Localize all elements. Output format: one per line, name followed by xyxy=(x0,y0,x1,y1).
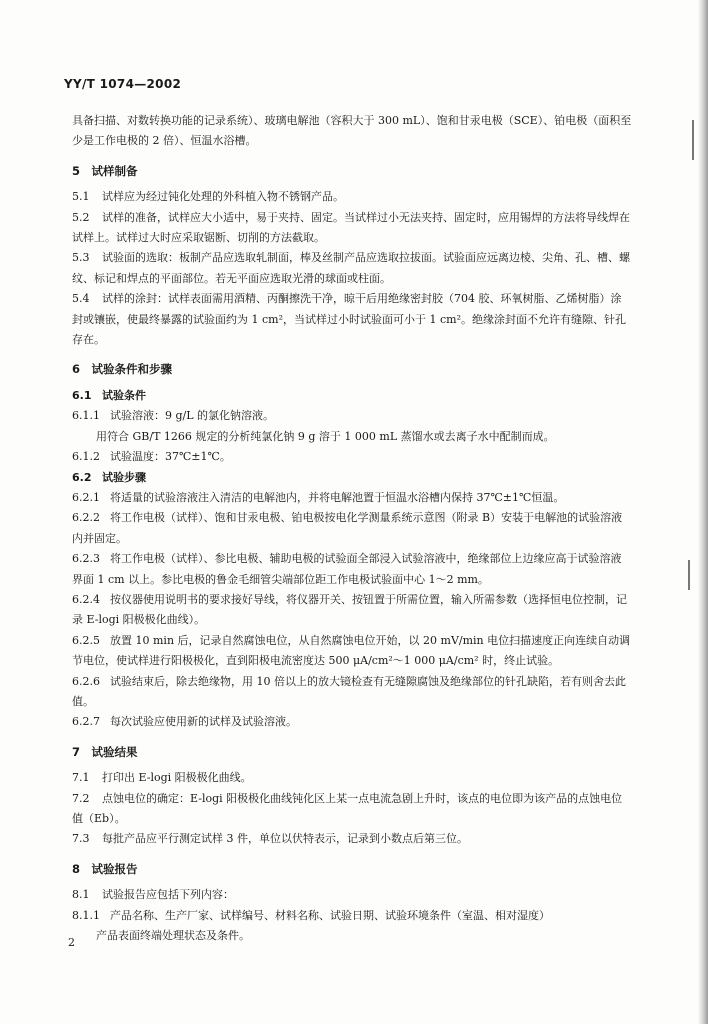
scan-edge-mark xyxy=(692,120,694,160)
subsection-title: 试验条件 xyxy=(102,388,146,402)
document-body xyxy=(72,111,632,946)
clause-number: 6.2 xyxy=(72,470,92,484)
clause-number: 6.1 xyxy=(72,388,92,402)
clause-6-2-5 xyxy=(72,631,632,672)
section-heading-8: 8 试验报告 xyxy=(72,861,138,876)
clause-number: 5.1 xyxy=(72,190,90,204)
clause-number: 8.1 xyxy=(72,888,90,902)
clause-number: 6.2.7 xyxy=(72,715,100,729)
clause-8-1 xyxy=(72,885,632,905)
subsection-6-1 xyxy=(72,386,632,406)
section-heading-7: 7 试验结果 xyxy=(72,744,138,759)
clause-number: 6.1.2 xyxy=(72,450,100,464)
clause-7-3 xyxy=(72,829,632,849)
subsection-6-2 xyxy=(72,468,632,488)
clause-8-1-1 xyxy=(72,906,632,926)
clause-text: 试验报告应包括下列内容： xyxy=(102,888,234,902)
scan-edge-mark xyxy=(688,560,690,590)
clause-text: 试验温度：37℃±1℃。 xyxy=(110,450,231,464)
clause-number: 6.2.3 xyxy=(72,552,100,566)
clause-7-2 xyxy=(72,789,632,830)
standard-code: YY/T 1074—2002 xyxy=(64,77,182,91)
clause-8-1-1-continuation: 产品表面终端处理状态及条件。 xyxy=(96,929,250,943)
clause-number: 6.2.6 xyxy=(72,674,100,688)
clause-text: 按仪器使用说明书的要求接好导线，将仪器开关、按钮置于所需位置，输入所需参数（选择恒电位控制，记录 E-logi 阳极极化曲线）。 xyxy=(72,592,627,627)
clause-5-3 xyxy=(72,248,632,289)
clause-6-1-2 xyxy=(72,447,632,467)
clause-number: 7.3 xyxy=(72,832,90,846)
clause-text: 将工作电极（试样）、参比电极、辅助电极的试验面全部浸入试验溶液中，绝缘部位上边缘应高于试验溶液界面 1 cm 以上。参比电极的鲁金毛细管尖端部位距工作电极试验面中心 1～2 mm。 xyxy=(72,552,622,586)
clause-6-2-1 xyxy=(72,488,632,508)
subsection-title: 试验步骤 xyxy=(102,470,146,484)
clause-text: 将工作电极（试样）、饱和甘汞电极、铂电极按电化学测量系统示意图（附录 B）安装于电解池的试验溶液内并固定。 xyxy=(72,511,623,545)
intro-paragraph: 具备扫描、对数转换功能的记录系统）、玻璃电解池（容积大于 300 mL）、饱和甘汞电极（SCE）、铂电极（面积至少是工作电极的 2 倍）、恒温水浴槽。 xyxy=(72,114,632,148)
clause-text: 点蚀电位的确定：E-logi 阳极极化曲线钝化区上某一点电流急剧上升时，该点的电位即为该产品的点蚀电位值（Eb）。 xyxy=(72,791,623,825)
clause-number: 6.2.1 xyxy=(72,490,100,504)
clause-text: 试样的涂封：试样表面需用酒精、丙酮擦洗干净，晾干后用绝缘密封胶（704 胶、环氧树脂、乙烯树脂）涂封或镶嵌，使最终暴露的试验面约为 1 cm²，当试样过小时试验面可小于 1 cm²。绝缘涂封面不允许有缝隙、针孔存在。 xyxy=(72,292,626,347)
clause-text: 试验溶液：9 g/L 的氯化钠溶液。 xyxy=(110,409,275,423)
clause-7-1 xyxy=(72,768,632,788)
page-number: 2 xyxy=(68,936,75,949)
clause-number: 6.2.4 xyxy=(72,592,100,606)
clause-text: 试验结束后，除去绝缘物，用 10 倍以上的放大镜检查有无缝隙腐蚀及绝缘部位的针孔缺陷，若有则舍去此值。 xyxy=(72,674,626,708)
clause-5-1 xyxy=(72,187,632,207)
section-heading-6: 6 试验条件和步骤 xyxy=(72,362,173,377)
clause-text: 放置 10 min 后，记录自然腐蚀电位，从自然腐蚀电位开始，以 20 mV/min 电位扫描速度正向连续自动调节电位，使试样进行阳极极化，直到阳极电流密度达 500 μA/cm²～1 000 μA/cm² 时，终止试验。 xyxy=(72,633,631,668)
clause-5-2 xyxy=(72,208,632,249)
clause-5-4 xyxy=(72,289,632,350)
clause-text: 每批产品应平行测定试样 3 件，单位以伏特表示，记录到小数点后第三位。 xyxy=(102,832,468,846)
clause-number: 5.3 xyxy=(72,251,90,265)
clause-number: 7.1 xyxy=(72,771,90,785)
clause-number: 6.1.1 xyxy=(72,409,100,423)
clause-number: 5.2 xyxy=(72,210,90,224)
clause-number: 6.2.5 xyxy=(72,633,100,647)
clause-number: 6.2.2 xyxy=(72,511,100,525)
clause-text: 试样的准备，试样应大小适中，易于夹持、固定。当试样过小无法夹持、固定时，应用锡焊的方法将导线焊在试样上。试样过大时应采取锯断、切削的方法截取。 xyxy=(72,210,630,245)
clause-6-2-7 xyxy=(72,712,632,732)
clause-6-2-6 xyxy=(72,672,632,713)
clause-6-2-2 xyxy=(72,508,632,549)
clause-number: 7.2 xyxy=(72,791,90,805)
section-heading-5: 5 试样制备 xyxy=(72,163,138,178)
clause-6-1-1 xyxy=(72,406,632,426)
clause-6-1-1-note: 用符合 GB/T 1266 规定的分析纯氯化钠 9 g 溶于 1 000 mL 蒸馏水或去离子水中配制而成。 xyxy=(96,429,555,443)
clause-text: 将适量的试验溶液注入清洁的电解池内，并将电解池置于恒温水浴槽内保持 37℃±1℃恒温。 xyxy=(110,490,565,504)
clause-number: 5.4 xyxy=(72,292,90,306)
clause-text: 试样应为经过钝化处理的外科植入物不锈钢产品。 xyxy=(102,190,344,204)
clause-text: 产品名称、生产厂家、试样编号、材料名称、试验日期、试验环境条件（室温、相对湿度） xyxy=(110,908,550,922)
clause-6-2-4 xyxy=(72,590,632,631)
clause-number: 8.1.1 xyxy=(72,908,100,922)
clause-text: 试验面的选取：板制产品应选取轧制面，棒及丝制产品应选取拉拔面。试验面应远离边棱、尖角、孔、槽、螺纹、标记和焊点的平面部位。若无平面应选取光滑的球面或柱面。 xyxy=(72,251,630,285)
scan-spine-shadow xyxy=(698,0,708,1024)
clause-6-2-3 xyxy=(72,549,632,590)
clause-text: 打印出 E-logi 阳极极化曲线。 xyxy=(102,771,252,785)
clause-text: 每次试验应使用新的试样及试验溶液。 xyxy=(110,715,297,729)
